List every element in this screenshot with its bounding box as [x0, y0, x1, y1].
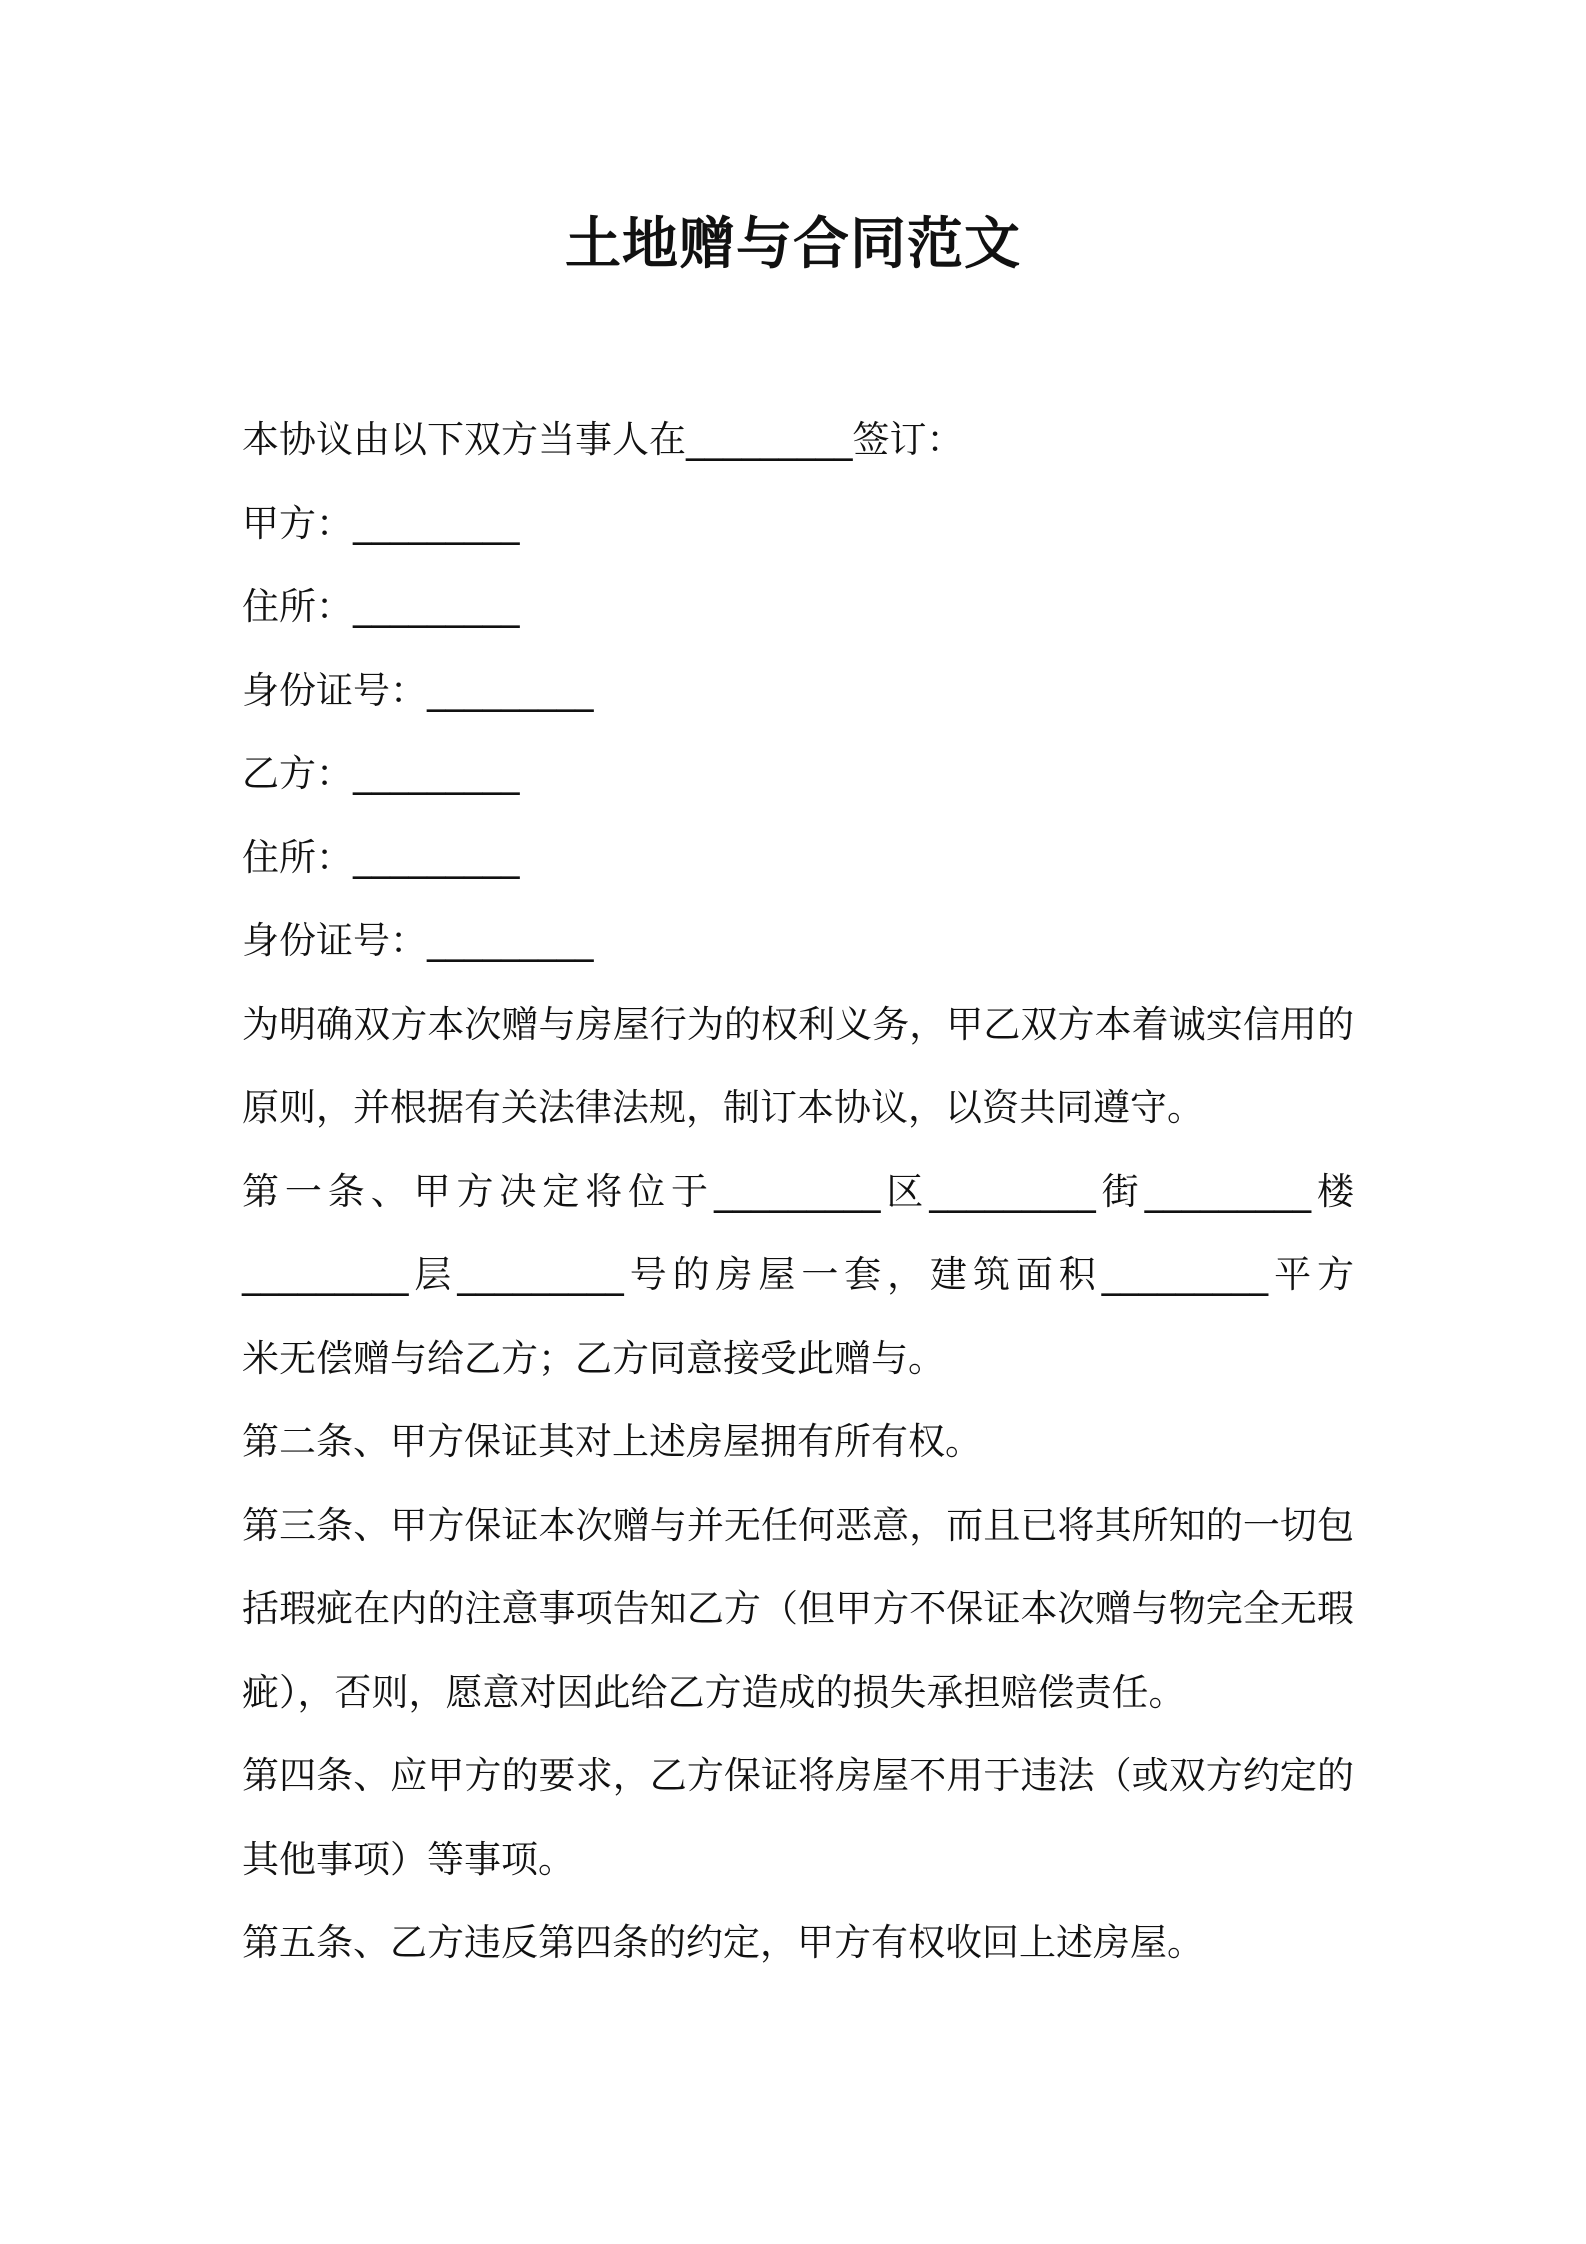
- article-2-line: 第二条、甲方保证其对上述房屋拥有所有权。: [242, 1420, 982, 1463]
- party-b-id-line: 身份证号：_________: [242, 919, 594, 962]
- article-1-line-3: 米无偿赠与给乙方；乙方同意接受此赠与。: [242, 1336, 945, 1380]
- party-b-name-line: 乙方：_________: [242, 752, 520, 795]
- article-4-line-1: 第四条、应甲方的要求，乙方保证将房屋不用于违法（或双方约定的: [242, 1754, 1354, 1797]
- intro-line: 本协议由以下双方当事人在_________签订：: [242, 418, 964, 461]
- document-title: 土地赠与合同范文: [565, 212, 1021, 277]
- article-4-line-2: 其他事项）等事项。: [242, 1837, 575, 1881]
- article-3-line-3: 疵），否则，愿意对因此给乙方造成的损失承担赔偿责任。: [242, 1670, 1186, 1714]
- party-a-name-line: 甲方：_________: [242, 501, 520, 545]
- article-3-line-1: 第三条、甲方保证本次赠与并无任何恶意，而且已将其所知的一切包: [242, 1503, 1354, 1547]
- article-1-line-1: 第一条、甲方决定将位于_________区_________街_________楼: [242, 1169, 1354, 1213]
- article-1-line-2: _________层_________号的房屋一套，建筑面积_________平方: [242, 1253, 1354, 1296]
- article-5-line: 第五条、乙方违反第四条的约定，甲方有权收回上述房屋。: [242, 1921, 1204, 1964]
- preamble-line-2: 原则，并根据有关法律法规，制订本协议，以资共同遵守。: [242, 1086, 1204, 1129]
- party-b-address-line: 住所：_________: [242, 835, 520, 879]
- document-body: [242, 398, 1354, 1985]
- article-3-line-2: 括瑕疵在内的注意事项告知乙方（但甲方不保证本次赠与物完全无瑕: [242, 1587, 1354, 1630]
- party-a-id-line: 身份证号：_________: [242, 668, 594, 712]
- preamble-line-1: 为明确双方本次赠与房屋行为的权利义务，甲乙双方本着诚实信用的: [242, 1002, 1354, 1046]
- party-a-address-line: 住所：_________: [242, 585, 520, 628]
